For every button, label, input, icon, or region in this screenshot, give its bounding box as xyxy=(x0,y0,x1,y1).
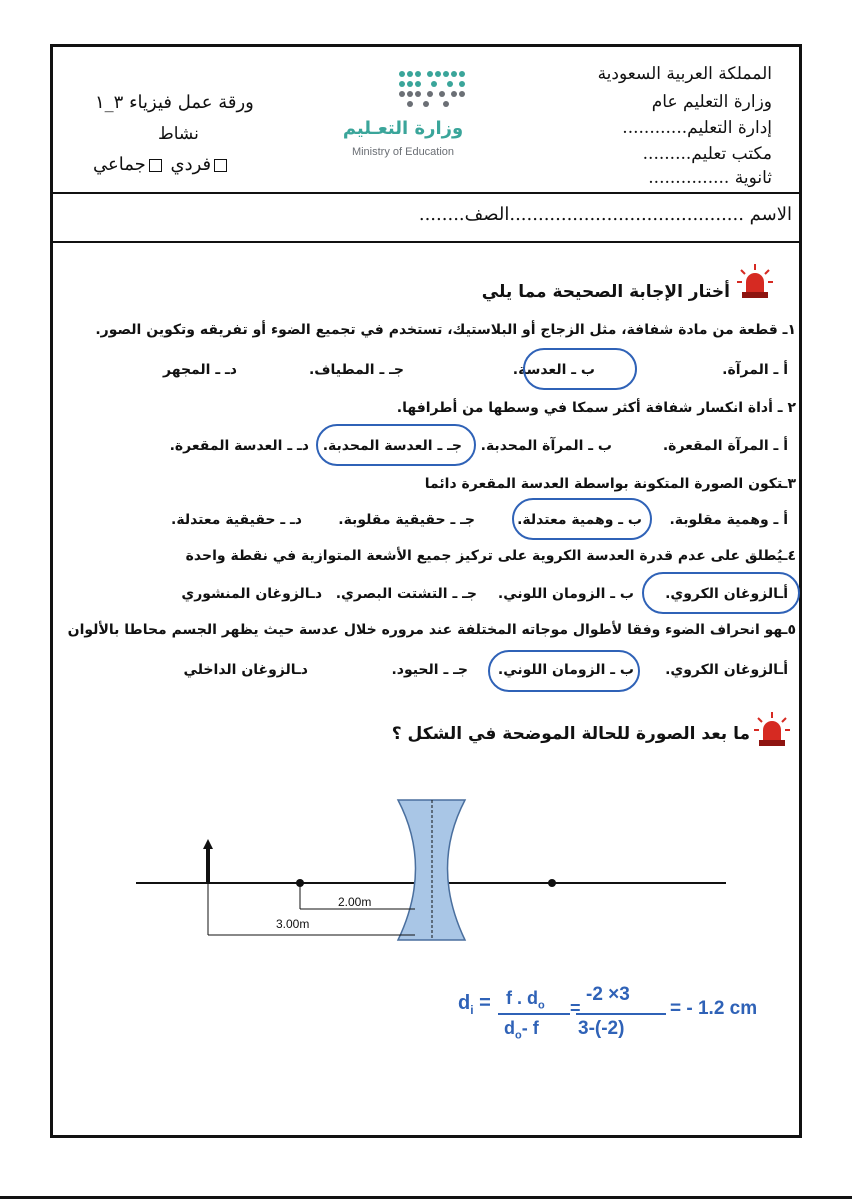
formula-denominator: $d_o-$ f xyxy=(504,1018,539,1042)
name-divider xyxy=(50,241,802,243)
q2-option-d[interactable]: دـ ـ العدسة المقعرة. xyxy=(169,438,309,454)
fraction-bar-2 xyxy=(576,1013,666,1015)
q5-option-c[interactable]: جـ ـ الحيود. xyxy=(391,662,468,678)
group-label: جماعي xyxy=(93,154,146,175)
education-office-field: مكتب تعليم......... xyxy=(642,144,772,164)
q1-option-c[interactable]: جـ ـ المطياف. xyxy=(308,362,404,378)
formula-numerator-values: -2 ×3 xyxy=(586,984,630,1005)
q5-option-d[interactable]: دـالزوغان الداخلي xyxy=(183,662,308,678)
q5-option-b[interactable]: ب ـ الزومان اللوني. xyxy=(497,662,634,678)
individual-label: فردي xyxy=(170,154,212,175)
focal-distance-label: 2.00m xyxy=(338,895,372,909)
ministry-logo xyxy=(338,68,468,168)
q1-option-b[interactable]: ب ـ العدسة. xyxy=(512,362,595,378)
formula-denominator-values: 3-(-2) xyxy=(578,1018,625,1039)
logo-dots-icon xyxy=(338,68,468,112)
q3-option-d[interactable]: دـ ـ حقيقية معتدلة. xyxy=(171,512,302,528)
individual-checkbox[interactable] xyxy=(214,159,227,172)
logo-english-text: Ministry of Education xyxy=(351,146,455,158)
object-arrow xyxy=(203,839,213,883)
focal-point-right xyxy=(548,879,556,887)
worksheet-title: ورقة عمل فيزياء ٣_١ xyxy=(95,92,254,113)
q4-option-c[interactable]: جـ ـ التشتت البصري. xyxy=(335,586,477,602)
work-mode-options xyxy=(93,154,230,175)
fraction-bar-1 xyxy=(498,1013,570,1015)
q3-option-c[interactable]: جـ ـ حقيقية مقلوبة. xyxy=(338,512,475,528)
q5-option-a[interactable]: أـالزوغان الكروي. xyxy=(665,662,788,678)
q2-option-c[interactable]: جـ ـ العدسة المحدبة. xyxy=(322,438,462,454)
question-1-text: ١ـ قطعة من مادة شفافة، مثل الزجاج أو البلاستيك، تستخدم في تجميع الضوء أو تفريقه وتكوين الصور. xyxy=(95,322,796,338)
q4-option-d[interactable]: دـالزوغان المنشوري xyxy=(181,586,322,602)
section1-title: أختار الإجابة الصحيحة مما يلي xyxy=(481,282,730,302)
q3-answer-circle xyxy=(512,498,652,540)
student-name-class-field[interactable]: الاسم .........................................الصف........ xyxy=(418,204,792,225)
q2-option-b[interactable]: ب ـ المرآة المحدبة. xyxy=(480,438,612,454)
q1-option-a[interactable]: أ ـ المرآة. xyxy=(722,362,788,378)
question-2-text: ٢ ـ أداة انكسار شفافة أكثر سمكا في وسطها من أطرافها. xyxy=(396,400,796,416)
education-admin-field: إدارة التعليم............ xyxy=(622,118,772,138)
kingdom-title: المملكة العربية السعودية xyxy=(597,64,772,84)
q3-option-a[interactable]: أ ـ وهمية مقلوبة. xyxy=(669,512,788,528)
q4-answer-circle xyxy=(642,572,800,614)
q4-option-b[interactable]: ب ـ الزومان اللوني. xyxy=(497,586,634,602)
formula-result: = - 1.2 cm xyxy=(670,998,758,1019)
formula-numerator: f . $d_o$ xyxy=(506,988,545,1012)
lens-ray-diagram xyxy=(130,795,730,955)
alarm-siren-icon xyxy=(735,262,775,302)
q1-answer-circle xyxy=(523,348,637,390)
formula-lhs: $d_i$ = xyxy=(458,992,491,1017)
alarm-siren-icon-2 xyxy=(752,710,792,750)
logo-arabic-text: وزارة التعـليم xyxy=(342,118,464,139)
question-3-text: ٣ـتكون الصورة المتكونة بواسطة العدسة المقعرة دائما xyxy=(424,476,796,492)
q5-answer-circle xyxy=(488,650,640,692)
object-distance-label: 3.00m xyxy=(276,917,310,931)
activity-label: نشاط xyxy=(158,124,199,144)
question-4-text: ٤ـيُطلق على عدم قدرة العدسة الكروية على تركيز جميع الأشعة المتوازية في نقطة واحدة xyxy=(185,548,796,564)
q2-option-a[interactable]: أ ـ المرآة المقعرة. xyxy=(662,438,788,454)
image-distance-formula: $d_i$ = f . $d_o$ $d_o-$ f = -2 ×3 3-(-2) = - 1.2 cm xyxy=(458,984,758,1042)
header-divider xyxy=(50,192,802,194)
q1-option-d[interactable]: دـ ـ المجهر xyxy=(163,362,237,378)
ministry-title: وزارة التعليم عام xyxy=(651,92,772,112)
q3-option-b[interactable]: ب ـ وهمية معتدلة. xyxy=(517,512,642,528)
q4-option-a[interactable]: أـالزوغان الكروي. xyxy=(665,586,788,602)
question-5-text: ٥ـهو انحراف الضوء وفقا لأطوال موجاته المختلفة عند مروره خلال عدسة حيث يظهر الجسم محاطا بالألوان xyxy=(67,622,796,638)
school-field: ثانوية ............... xyxy=(648,168,772,188)
page-bottom-rule xyxy=(0,1196,852,1199)
q2-answer-circle xyxy=(316,424,476,466)
group-checkbox[interactable] xyxy=(149,159,162,172)
section2-title: ما بعد الصورة للحالة الموضحة في الشكل ؟ xyxy=(391,724,750,744)
